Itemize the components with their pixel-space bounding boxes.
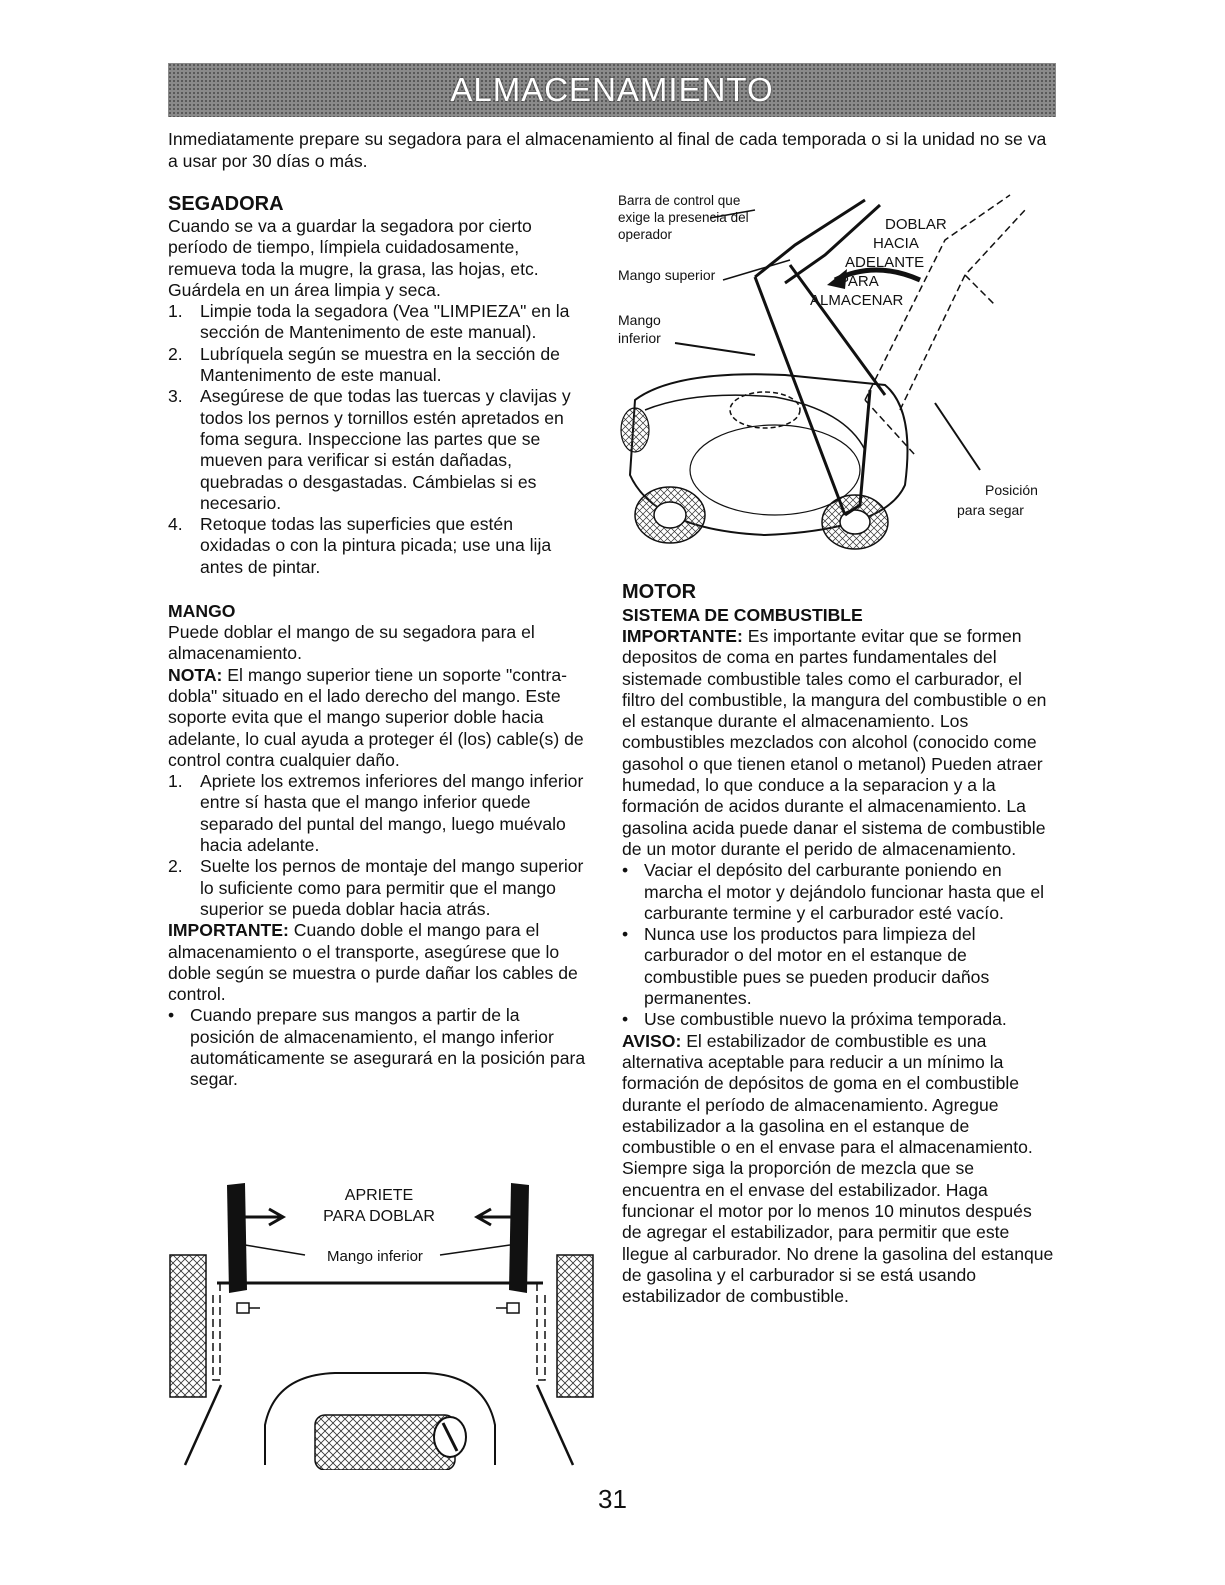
list-item: • Vaciar el depósito del carburante poniendo en marcha el motor y dejándolo funcionar hasta que el carburante termine y el carburador esté vacío.	[622, 860, 1045, 923]
label-mango-inferior: inferior	[618, 330, 661, 346]
mango-paragraph: Puede doblar el mango de su segadora para el almacenamiento.	[168, 622, 535, 664]
list-item: • Cuando prepare sus mangos a partir de la posición de almacenamiento, el mango inferior automáticamente se asegurará en la posición para segar.	[168, 1005, 586, 1090]
list-item: • Nunca use los productos para limpieza del carburador o del motor en el estanque de combustible pues se pueden producir daños permanentes.	[622, 924, 990, 1009]
label-doblar: DOBLAR	[885, 216, 947, 233]
mango-steps	[168, 771, 588, 920]
label-barra-control: operador	[618, 227, 673, 242]
list-item: 4. Retoque todas las superficies que estén oxidadas o con la pintura picada; use una lija antes de pintar.	[168, 514, 552, 577]
left-column	[168, 192, 588, 1091]
segadora-heading: SEGADORA	[168, 193, 284, 215]
list-item: 3. Asegúrese de que todas las tuercas y clavijas y todos los pernos y tornillos estén apretados en foma segura. Inspeccione las partes que se mueven para verificar si están dañadas, quebradas o desgastadas. Cámbielas si es necesario.	[168, 386, 571, 513]
page-number: 31	[598, 1484, 627, 1514]
mango-important: IMPORTANTE: Cuando doble el mango para el almacenamiento o el transporte, asegúrese que lo doble según se muestra o purde dañar los cables de control.	[168, 920, 578, 1005]
mango-heading: MANGO	[168, 601, 236, 622]
section-title: ALMACENAMIENTO	[450, 71, 774, 108]
section-banner	[168, 63, 1056, 117]
label-mango-inferior: Mango inferior	[327, 1248, 423, 1265]
mango-bullets	[168, 1005, 588, 1090]
list-item: 2. Suelte los pernos de montaje del mango superior lo suficiente como para permitir que el mango superior se pueda doblar hacia atrás.	[168, 856, 584, 919]
list-item: 2. Lubríquela según se muestra en la sección de Mantenimento de este manual.	[168, 343, 560, 386]
label-posicion-segar: para segar	[957, 502, 1024, 518]
label-doblar: ALMACENAR	[810, 292, 904, 309]
label-para-doblar: PARA DOBLAR	[323, 1208, 435, 1225]
right-wheel	[557, 1255, 593, 1397]
label-doblar: PARA	[839, 273, 879, 290]
label-apriete: APRIETE	[344, 1187, 414, 1204]
label-posicion-segar: Posición	[985, 482, 1038, 498]
left-wheel	[170, 1255, 206, 1397]
label-doblar: ADELANTE	[845, 254, 925, 271]
motor-aviso: AVISO: El estabilizador de combustible es una alternativa aceptable para reducir a un mínimo la formación de depósitos de goma en el combustible durante el período de almacenamiento. Agregue estabilizador a la gasolina en el estanque de combustible o en el envase para el almacenamiento. Siempre siga la proporción de mezcla que se encuentra en el envase del estabilizador. Haga funcionar el motor por lo menos 10 minutos después de agregar el estabilizador, para permitir que este llegue al carburador. No drene la gasolina del estanque de gasolina y el carburador si se está usando estabilizador de combustible.	[622, 1030, 1054, 1307]
handle-fold-diagram	[165, 1175, 595, 1470]
motor-bullets	[622, 860, 1054, 1030]
mango-note: NOTA: El mango superior tiene un soporte "contra-dobla" situado en el lado derecho del mango. Este soporte evita que el mango superior doble hacia adelante, lo cual ayuda a proteger él (los) cable(s) de control contra cualquier daño.	[168, 664, 584, 770]
intro-paragraph: Inmediatamente prepare su segadora para el almacenamiento al final de cada temporada o si la unidad no se va a usar por 30 días o más.	[168, 129, 1047, 171]
list-item: 1. Limpie toda la segadora (Vea "LIMPIEZA" en la sección de Mantenimento de este manual).	[168, 301, 570, 343]
left-handle-end	[227, 1183, 247, 1293]
label-mango-inferior: Mango	[618, 312, 661, 328]
segadora-paragraph: Cuando se va a guardar la segadora por cierto período de tiempo, límpiela cuidadosamente, remueva toda la mugre, la grasa, las hojas, etc. Guárdela en un área limpia y seca.	[168, 216, 539, 300]
label-barra-control: exige la presencia del	[618, 210, 749, 225]
label-doblar: HACIA	[873, 235, 919, 252]
list-item: 1. Apriete los extremos inferiores del mango inferior entre sí hasta que el mango inferior quede separado del puntal del mango, luego muévalo hacia adelante.	[168, 771, 584, 856]
list-item: • Use combustible nuevo la próxima temporada.	[622, 1009, 1007, 1030]
fuel-system-heading: SISTEMA DE COMBUSTIBLE	[622, 605, 863, 625]
motor-important: IMPORTANTE: Es importante evitar que se formen depositos de coma en partes fundamentales del sistemade combustible tales como el carburador, el filtro del combustible, la mangura del combustible o en el estanque durante el almacenamiento. Los combustibles mezclados con alcohol (conocido come gasohol o que tienen etanol o metanol) Pueden atraer humedad, lo que conduce a la separacion y a la formación de acidos durante el almacenamiento. La gasolina acida puede danar el sistema de combustible de un motor durante el perido de almacenamiento.	[622, 626, 1047, 859]
right-handle-end	[509, 1183, 529, 1293]
right-column	[622, 580, 1054, 1308]
label-barra-control: Barra de control que	[618, 193, 741, 208]
label-mango-superior: Mango superior	[618, 267, 716, 283]
mower-storage-diagram	[615, 185, 1055, 580]
motor-heading: MOTOR	[622, 581, 697, 603]
segadora-steps	[168, 301, 588, 578]
